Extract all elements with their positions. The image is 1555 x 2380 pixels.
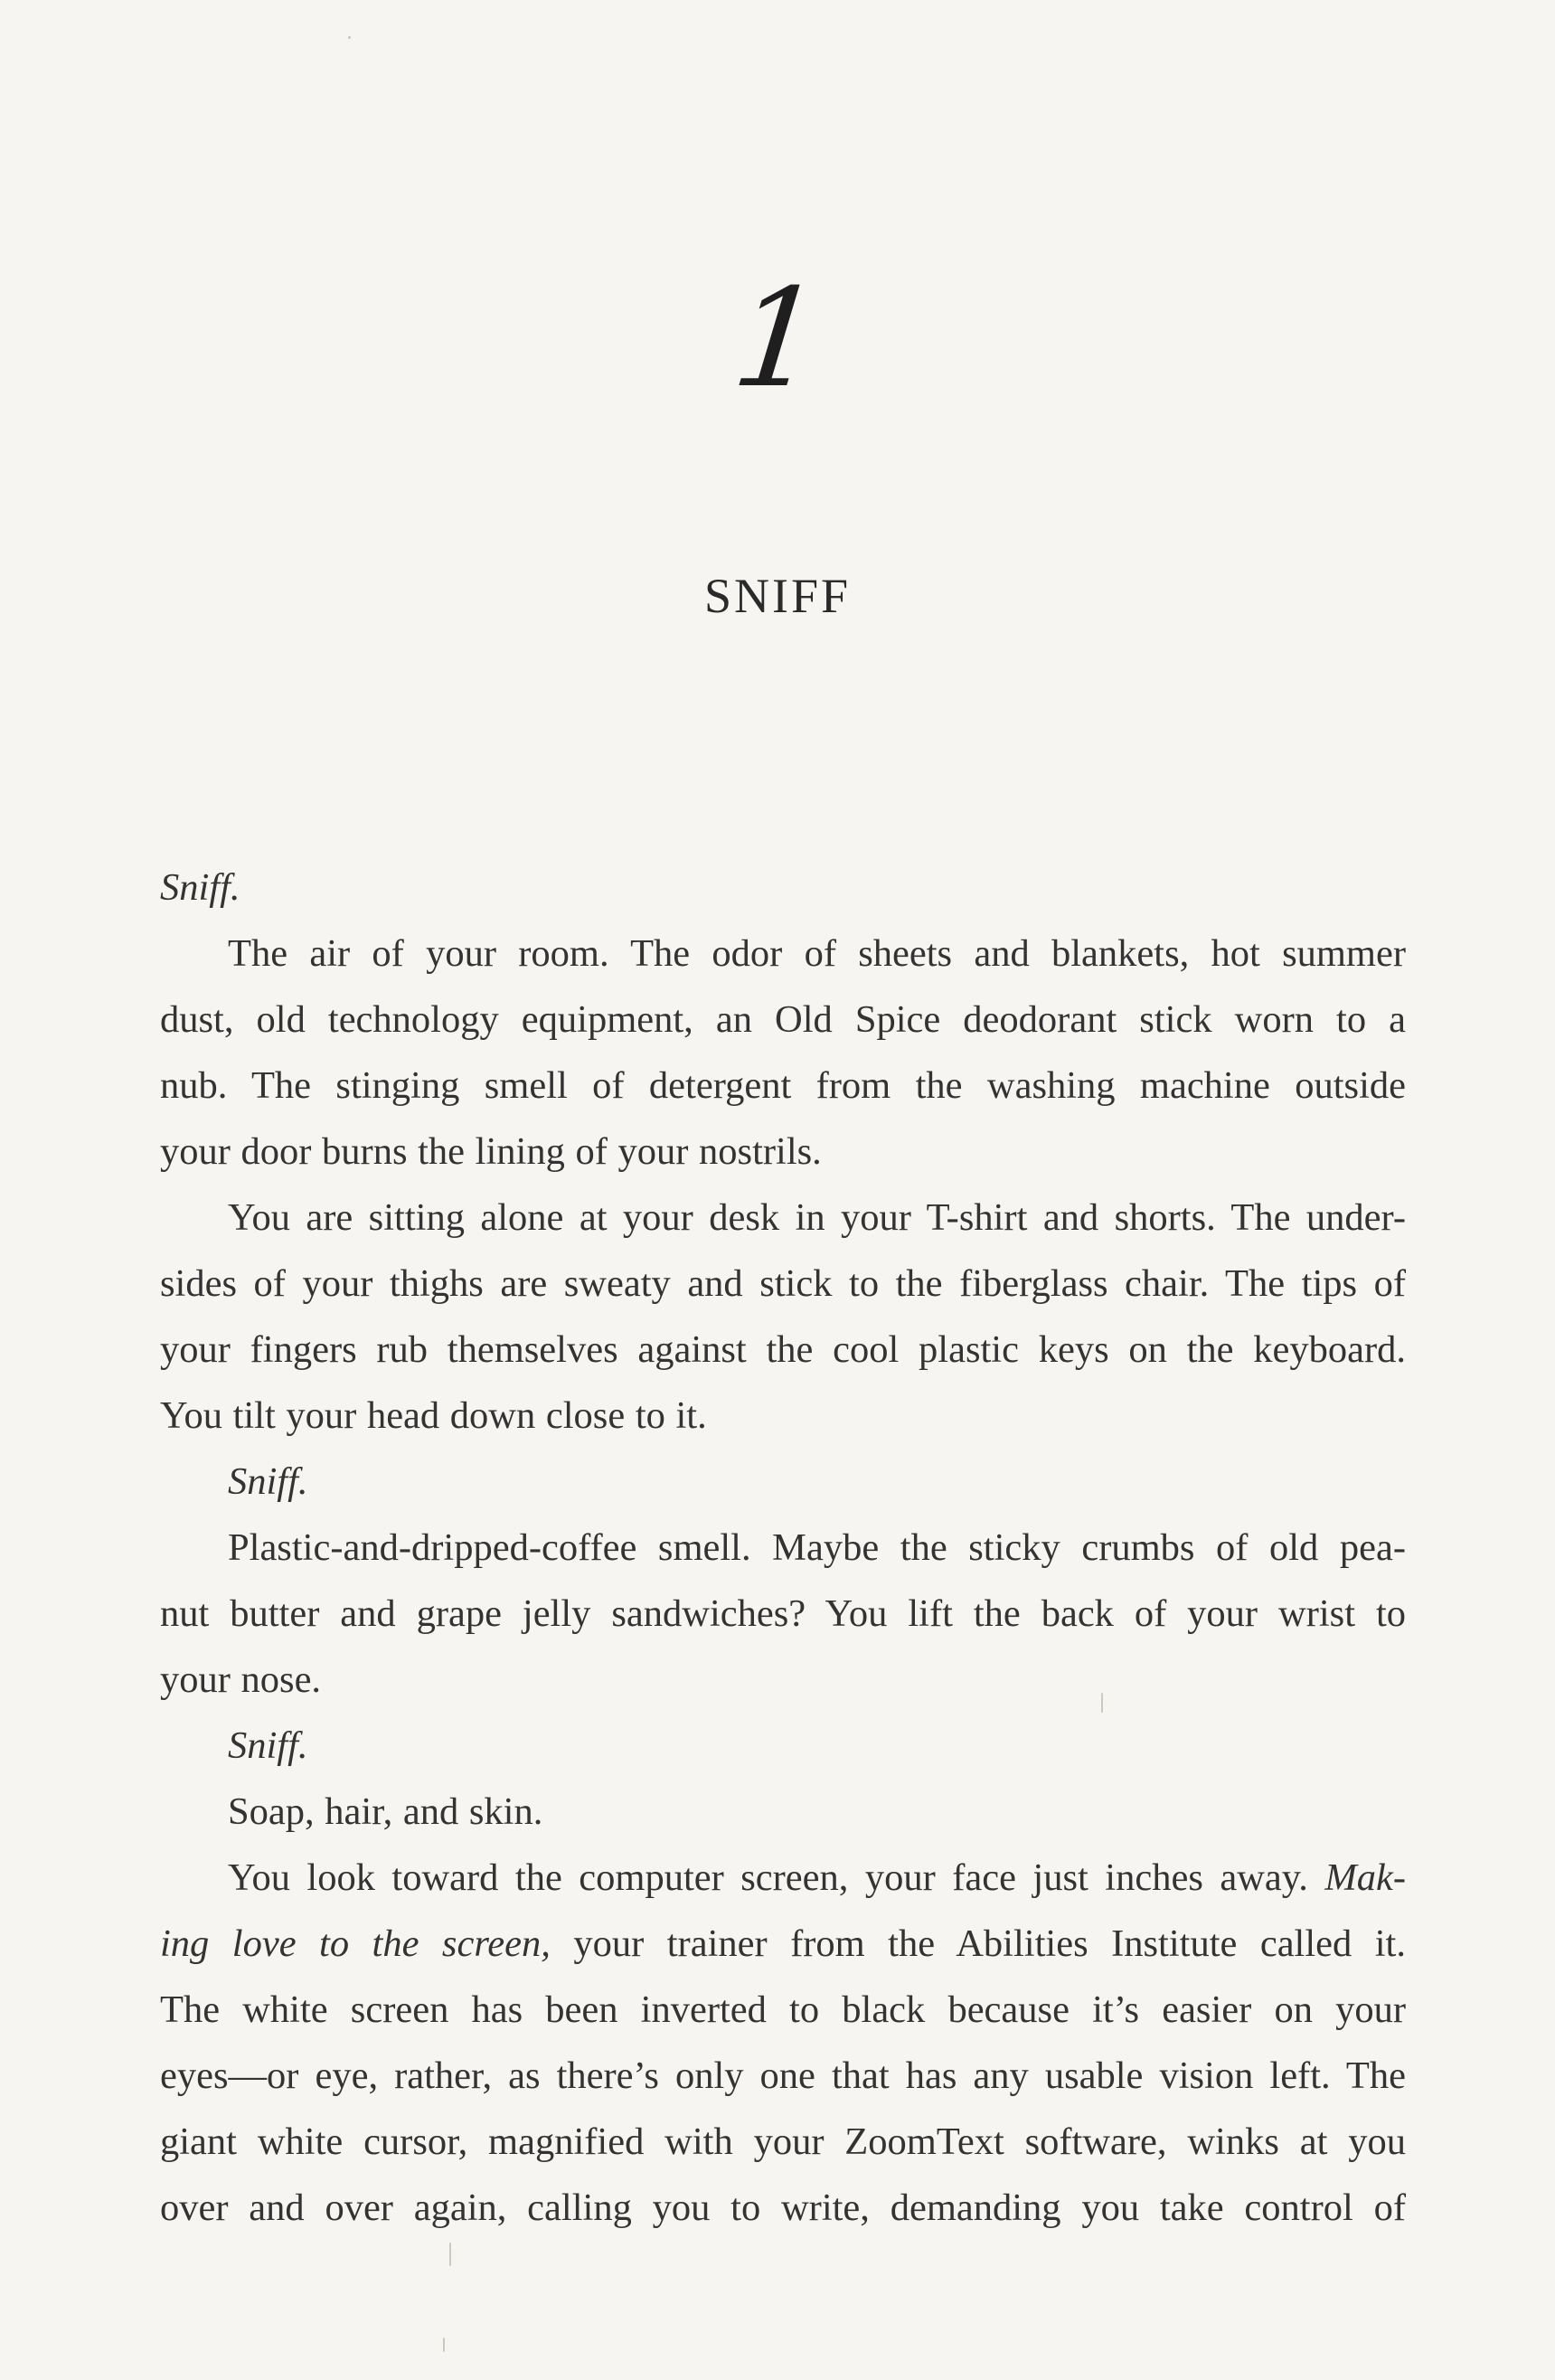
italic-text: Mak-: [1324, 1856, 1407, 1899]
text-segment: your trainer from the Abilities Institute called it.: [573, 1922, 1406, 1965]
body-text: [160, 855, 1406, 2241]
text-line: Soap, hair, and skin.: [228, 1790, 543, 1833]
paragraph: [160, 1779, 1406, 1845]
scan-speck: [449, 2243, 451, 2266]
paragraph: [160, 921, 1406, 1185]
italic-text: Sniff.: [228, 1460, 308, 1503]
scan-speck: [348, 36, 351, 39]
text-line: [160, 1713, 1406, 1779]
text-line: You are sitting alone at your desk in your T-shirt and shorts. The under-: [228, 1196, 1406, 1239]
paragraph: [160, 1515, 1406, 1713]
paragraph: [160, 1713, 1406, 1779]
text-line: your door burns the lining of your nostrils.: [160, 1130, 822, 1173]
text-line: dust, old technology equipment, an Old Spice deodorant stick worn to a: [160, 998, 1406, 1041]
text-line: over and over again, calling you to write, demanding you take control of: [160, 2186, 1406, 2229]
text-line: nut butter and grape jelly sandwiches? You lift the back of your wrist to: [160, 1592, 1406, 1635]
text-line: your nose.: [160, 1658, 322, 1701]
paragraph: [160, 1845, 1406, 2241]
text-line: sides of your thighs are sweaty and stick to the fiberglass chair. The tips of: [160, 1262, 1406, 1305]
text-line: eyes—or eye, rather, as there’s only one that has any usable vision left. The: [160, 2054, 1406, 2097]
paragraph: [160, 1185, 1406, 1449]
text-line: nub. The stinging smell of detergent from the washing machine outside: [160, 1064, 1406, 1107]
chapter-title: SNIFF: [703, 569, 852, 623]
text-line: your fingers rub themselves against the cool plastic keys on the keyboard.: [160, 1328, 1406, 1371]
text-line: The air of your room. The odor of sheets and blankets, hot summer: [228, 932, 1406, 975]
italic-text: ing love to the screen,: [160, 1922, 551, 1965]
text-line: Sniff.: [160, 866, 240, 909]
paragraph: [160, 1449, 1406, 1515]
text-line: giant white cursor, magnified with your ZoomText software, winks at you: [160, 2120, 1406, 2163]
text-line: You tilt your head down close to it.: [160, 1394, 707, 1437]
text-line: [160, 1845, 1406, 1911]
chapter-number: 1: [726, 260, 829, 418]
text-line: The white screen has been inverted to black because it’s easier on your: [160, 1988, 1406, 2031]
scan-speck: [1101, 1693, 1103, 1713]
paragraph: [160, 855, 1406, 921]
text-line: Plastic-and-dripped-coffee smell. Maybe the sticky crumbs of old pea-: [228, 1526, 1406, 1569]
text-segment: You look toward the computer screen, your face just inches away.: [228, 1856, 1308, 1899]
text-line: [160, 1911, 1406, 1977]
italic-text: Sniff.: [228, 1724, 308, 1767]
text-line: [160, 1449, 1406, 1515]
scan-speck: [443, 2338, 445, 2352]
